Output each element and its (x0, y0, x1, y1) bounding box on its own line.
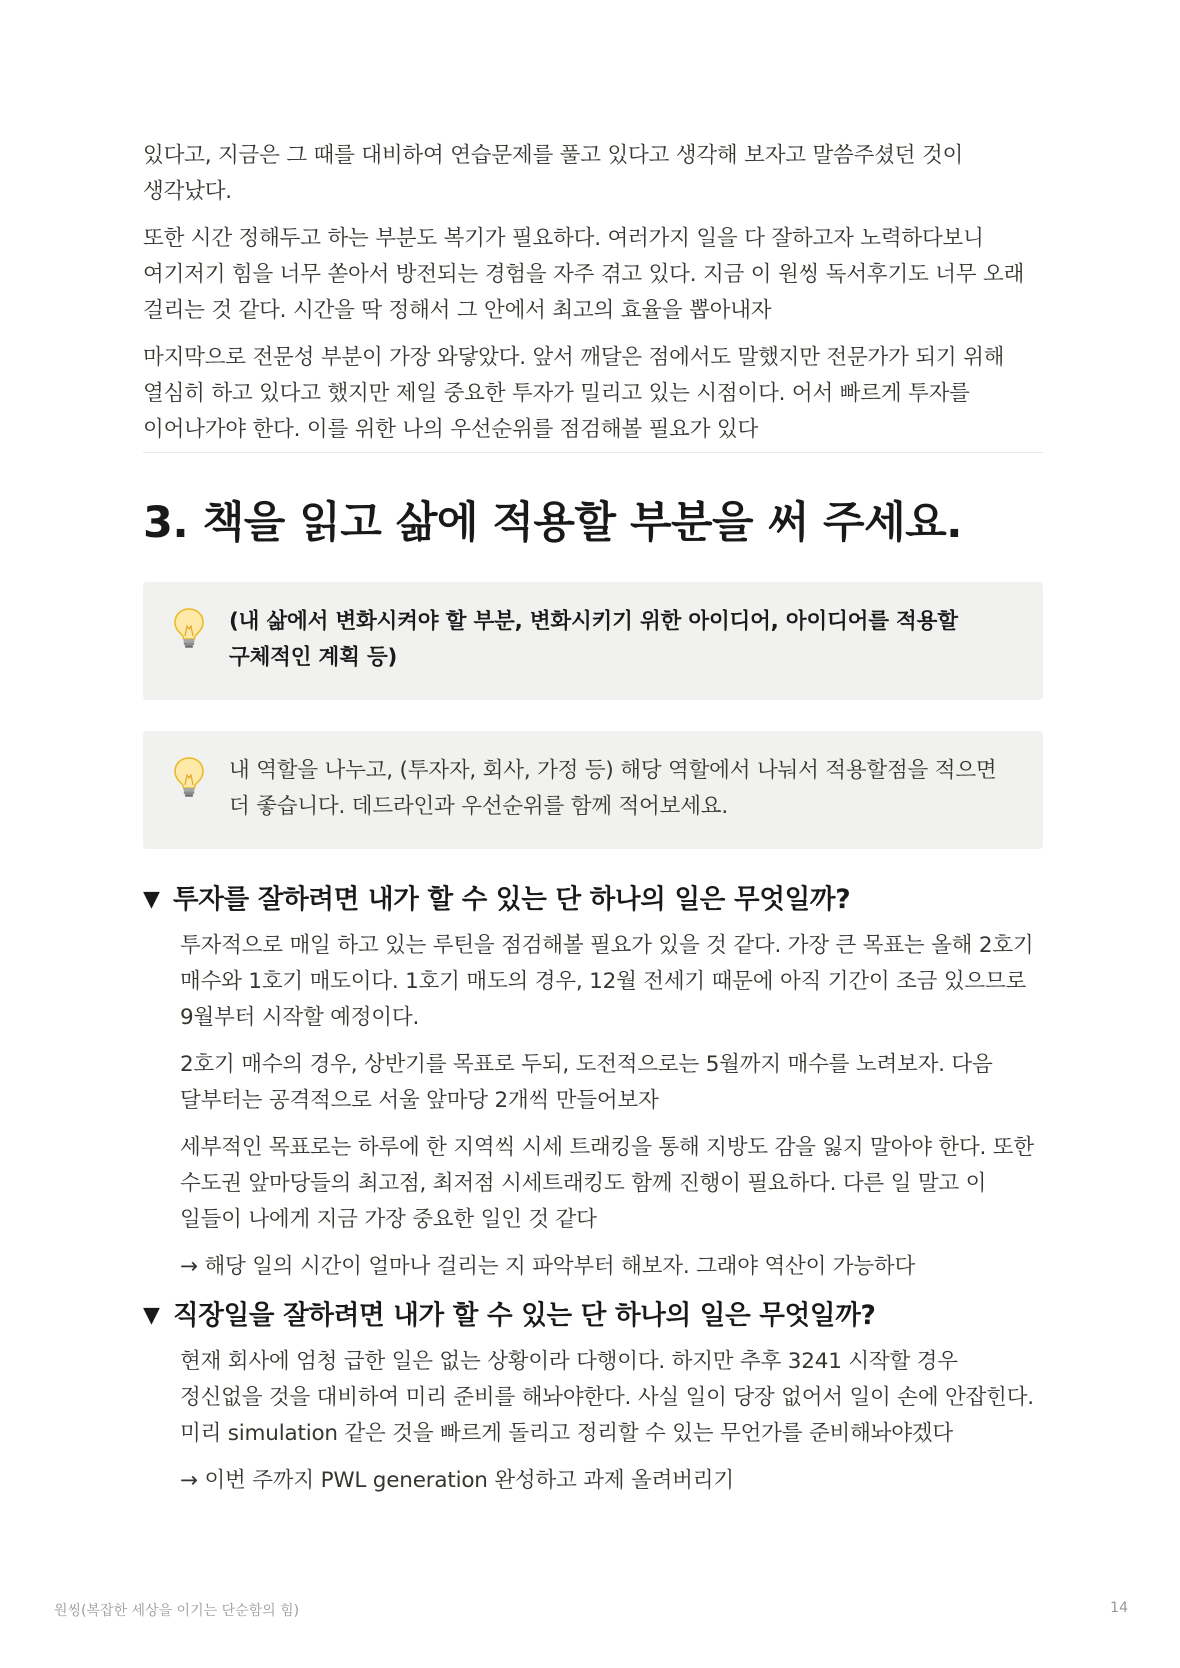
document-body (143, 138, 1043, 1510)
toggle-paragraph: 세부적인 목표로는 하루에 한 지역씩 시세 트래킹을 통해 지방도 감을 잃지 말아야 한다. 또한 수도권 앞마당들의 최고점, 최저점 시세트래킹도 함께 진행이 필요하다. 다른 일 말고 이 일들이 나에게 지금 가장 중요한 일인 것 같다 (180, 1134, 1034, 1232)
footer-page-number: 14 (1110, 1600, 1128, 1616)
section-heading: 3. 책을 읽고 삶에 적용할 부분을 써 주세요. (143, 498, 962, 548)
lightbulb-icon (171, 606, 207, 650)
toggle-body (143, 928, 1043, 1285)
toggle-title: 투자를 잘하려면 내가 할 수 있는 단 하나의 일은 무엇일까? (173, 883, 851, 915)
divider (143, 452, 1043, 453)
toggle-header[interactable] (143, 1296, 1043, 1336)
toggle-work (143, 1296, 1043, 1499)
footer-document-title: 원씽(복잡한 세상을 이기는 단순함의 힘) (54, 1603, 300, 1619)
lightbulb-icon (171, 755, 207, 799)
body-paragraph: 있다고, 지금은 그 때를 대비하여 연습문제를 풀고 있다고 생각해 보자고 말씀주셨던 것이 생각났다. (143, 143, 964, 204)
callout-guide (143, 582, 1043, 700)
callout-tip (143, 731, 1043, 849)
toggle-investment (143, 880, 1043, 1285)
toggle-triangle-icon[interactable]: ▼ (143, 1302, 160, 1328)
body-paragraph: 마지막으로 전문성 부분이 가장 와닿았다. 앞서 깨달은 점에서도 말했지만 전문가가 되기 위해 열심히 하고 있다고 했지만 제일 중요한 투자가 밀리고 있는 시점이다. 어서 빠르게 투자를 이어나가야 한다. 이를 위한 나의 우선순위를 점검해볼 필요가 있다 (143, 345, 1005, 442)
toggle-paragraph: → 해당 일의 시간이 얼마나 걸리는 지 파악부터 해보자. 그래야 역산이 가능하다 (180, 1253, 916, 1279)
toggle-body (143, 1344, 1043, 1499)
callout-text: (내 삶에서 변화시켜야 할 부분, 변화시키기 위한 아이디어, 아이디어를 적용할 구체적인 계획 등) (229, 608, 958, 670)
toggle-paragraph: 투자적으로 매일 하고 있는 루틴을 점검해볼 필요가 있을 것 같다. 가장 큰 목표는 올해 2호기 매수와 1호기 매도이다. 1호기 매도의 경우, 12월 전세기 때문에 아직 기간이 조금 있으므로 9월부터 시작할 예정이다. (180, 932, 1034, 1030)
callout-text: 내 역할을 나누고, (투자자, 회사, 가정 등) 해당 역할에서 나눠서 적용할점을 적으면 더 좋습니다. 데드라인과 우선순위를 함께 적어보세요. (229, 757, 997, 819)
toggle-paragraph: → 이번 주까지 PWL generation 완성하고 과제 올려버리기 (180, 1467, 734, 1493)
toggle-title: 직장일을 잘하려면 내가 할 수 있는 단 하나의 일은 무엇일까? (173, 1299, 876, 1331)
toggle-paragraph: 2호기 매수의 경우, 상반기를 목표로 두되, 도전적으로는 5월까지 매수를 노려보자. 다음 달부터는 공격적으로 서울 앞마당 2개씩 만들어보자 (180, 1051, 993, 1113)
body-paragraph: 또한 시간 정해두고 하는 부분도 복기가 필요하다. 여러가지 일을 다 잘하고자 노력하다보니 여기저기 힘을 너무 쏟아서 방전되는 경험을 자주 겪고 있다. 지금 이 원씽 독서후기도 너무 오래 걸리는 것 같다. 시간을 딱 정해서 그 안에서 최고의 효율을 뽑아내자 (143, 226, 1025, 323)
toggle-header[interactable] (143, 880, 1043, 920)
toggle-triangle-icon[interactable]: ▼ (143, 886, 160, 912)
toggle-paragraph: 현재 회사에 엄청 급한 일은 없는 상황이라 다행이다. 하지만 추후 3241 시작할 경우 정신없을 것을 대비하여 미리 준비를 해놔야한다. 사실 일이 당장 없어서 일이 손에 안잡힌다. 미리 simulation 같은 것을 빠르게 돌리고 정리할 수 있는 무언가를 준비해놔야겠다 (180, 1348, 1034, 1446)
